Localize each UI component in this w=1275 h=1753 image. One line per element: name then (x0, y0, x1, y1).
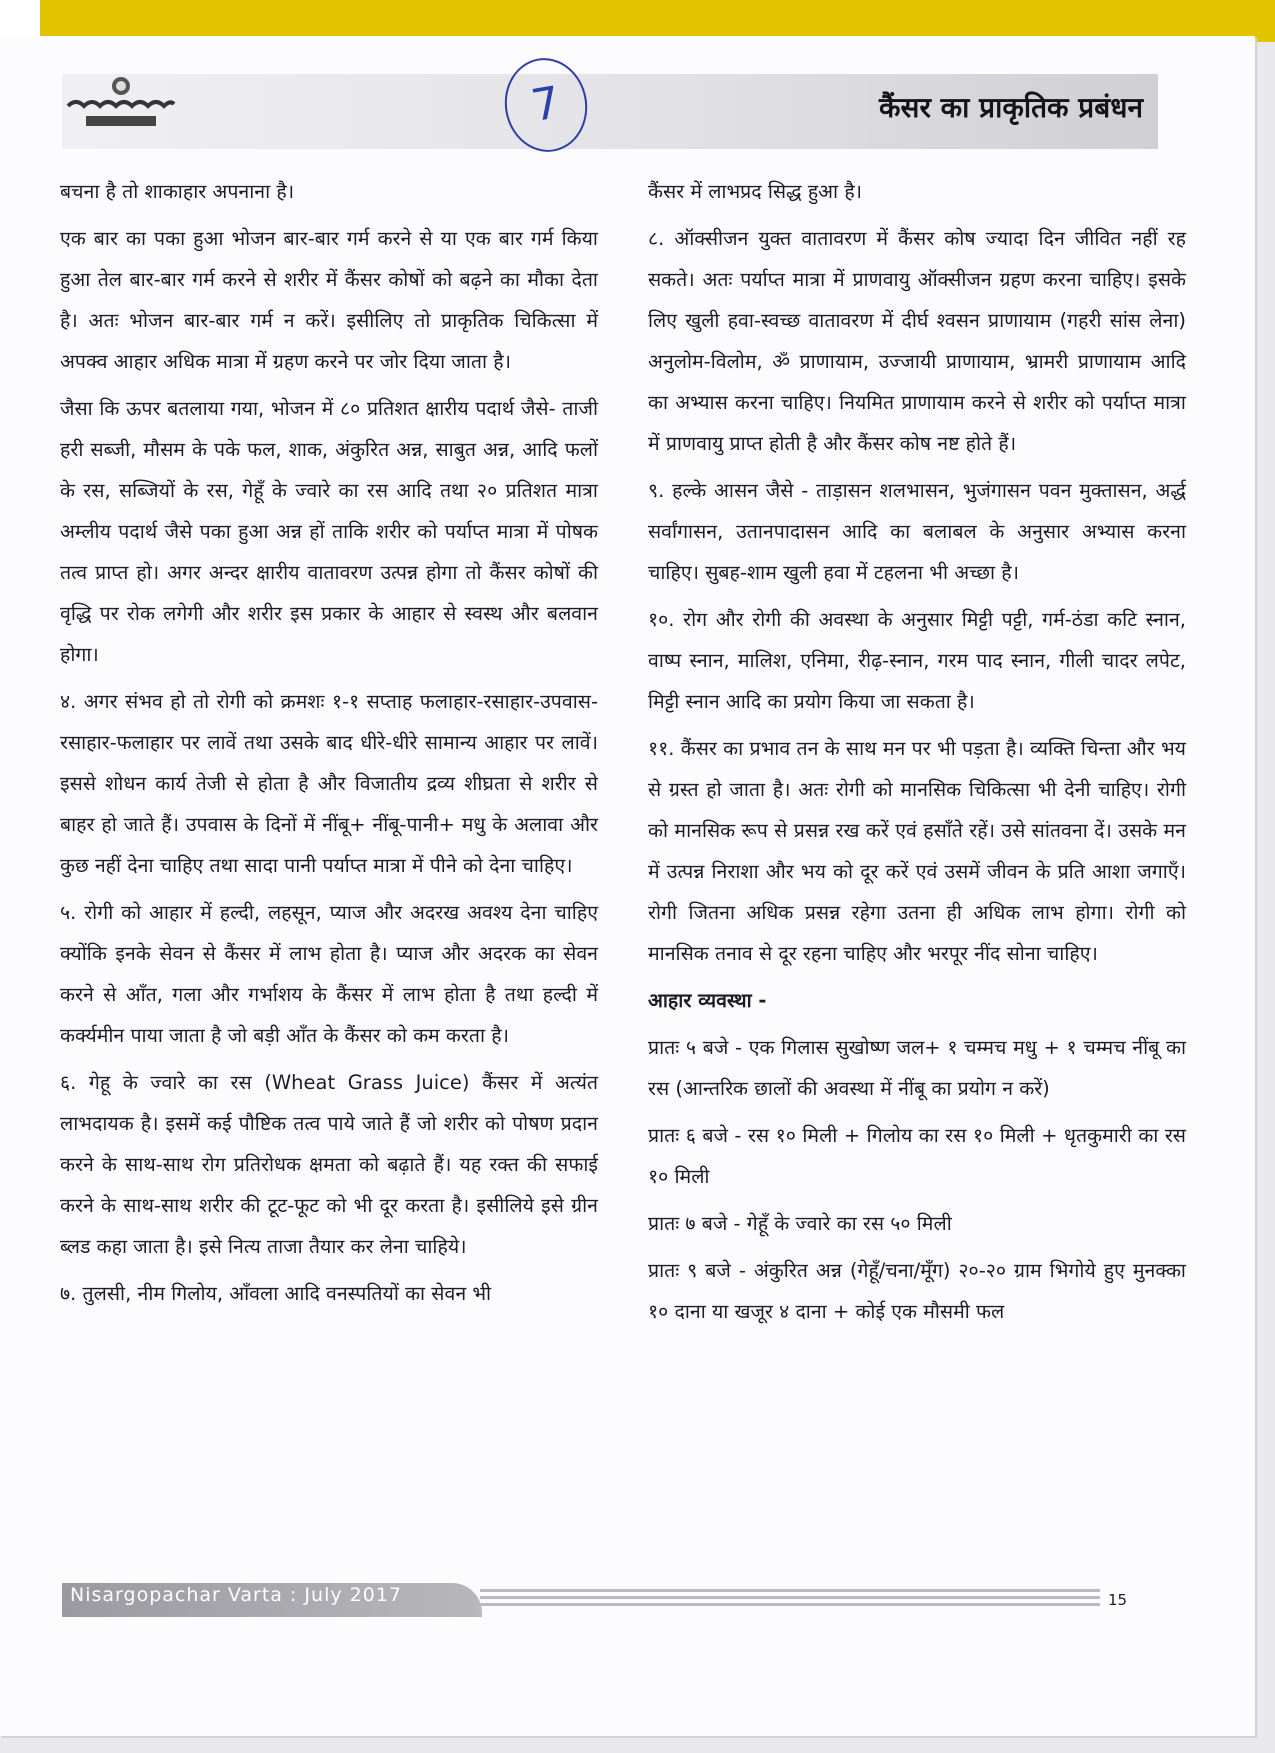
paragraph: ६. गेहू के ज्वारे का रस (Wheat Grass Juice) कैंसर में अत्यंत लाभदायक है। इसमें कई पौष्टिक तत्व पाये जाते हैं जो शरीर को पोषण प्रदान करने के साथ-साथ रोग प्रतिरोधक क्षमता को बढ़ाते हैं। यह रक्त की सफाई करने के साथ-साथ शरीर की टूट-फूट को भी दूर करता है। इसीलिये इसे ग्रीन ब्लड कहा जाता है। इसे नित्य ताजा तैयार कर लेना चाहिये। (60, 1071, 598, 1258)
diet-schedule-item: प्रातः ७ बजे - गेहूँ के ज्वारे का रस ५० मिली (648, 1212, 952, 1235)
paragraph: ८. ऑक्सीजन युक्त वातावरण में कैंसर कोष ज्यादा दिन जीवित नहीं रह सकते। अतः पर्याप्त मात्रा में प्राणवायु ऑक्सीजन ग्रहण करना चाहिए। इसके लिए खुली हवा-स्वच्छ वातावरण में दीर्घ श्वसन प्राणायाम (गहरी सांस लेना) अनुलोम-विलोम, ॐ प्राणायाम, उज्जायी प्राणायाम, भ्रामरी प्राणायाम आदि का अभ्यास करना चाहिए। नियमित प्राणायाम करने से शरीर को पर्याप्त मात्रा में प्राणवायु प्राप्त होती है और कैंसर कोष नष्ट होते हैं। (648, 227, 1186, 455)
paragraph: ९. हल्के आसन जैसे - ताड़ासन शलभासन, भुजंगासन पवन मुक्तासन, अर्द्ध सर्वांगासन, उतानपादासन आदि का बलाबल के अनुसार अभ्यास करना चाहिए। सुबह-शाम खुली हवा में टहलना भी अच्छा है। (648, 479, 1186, 584)
footer-rule-lines (480, 1589, 1100, 1611)
paragraph: १०. रोग और रोगी की अवस्था के अनुसार मिट्टी पट्टी, गर्म-ठंडा कटि स्नान, वाष्प स्नान, मालिश, एनिमा, रीढ़-स्नान, गरम पाद स्नान, गीली चादर लपेट, मिट्टी स्नान आदि का प्रयोग किया जा सकता है। (648, 608, 1186, 713)
section-heading: आहार व्यवस्था - (648, 989, 767, 1012)
paragraph: ५. रोगी को आहार में हल्दी, लहसून, प्याज और अदरख अवश्य देना चाहिए क्योंकि इनके सेवन से कैंसर में लाभ होता है। प्याज और अदरक का सेवन करने से आँत, गला और गर्भाशय के कैंसर में लाभ होता है तथा हल्दी में कर्क्यमीन पाया जाता है जो बड़ी आँत के कैंसर को कम करता है। (60, 901, 598, 1047)
page-title: कैंसर का प्राकृतिक प्रबंधन (879, 91, 1143, 124)
paragraph: जैसा कि ऊपर बतलाया गया, भोजन में ८० प्रतिशत क्षारीय पदार्थ जैसे- ताजी हरी सब्जी, मौसम के पके फल, शाक, अंकुरित अन्न, साबुत अन्न, आदि फलों के रस, सब्जियों के रस, गेहूँ के ज्वारे का रस आदि तथा २० प्रतिशत मात्रा अम्लीय पदार्थ जैसे पका हुआ अन्न हों ताकि शरीर को पर्याप्त मात्रा में पोषक तत्व प्राप्त हो। अगर अन्दर क्षारीय वातावरण उत्पन्न होगा तो कैंसर कोषों की वृद्धि पर रोक लगेगी और शरीर इस प्रकार के आहार से स्वस्थ और बलवान होगा। (60, 397, 598, 666)
handwritten-page-mark: 7 (497, 52, 594, 159)
paragraph: ४. अगर संभव हो तो रोगी को क्रमशः १-१ सप्ताह फलाहार-रसाहार-उपवास-रसाहार-फलाहार पर लावें तथा उसके बाद धीरे-धीरे सामान्य आहार पर लावें। इससे शोधन कार्य तेजी से होता है और विजातीय द्रव्य शीघ्रता से शरीर से बाहर हो जाते हैं। उपवास के दिनों में नींबू+ नींबू-पानी+ मधु के अलावा और कुछ नहीं देना चाहिए तथा सादा पानी पर्याप्त मात्रा में पीने को देना चाहिए। (60, 690, 598, 877)
diet-schedule-item: प्रातः ६ बजे - रस १० मिली + गिलोय का रस १० मिली + धृतकुमारी का रस १० मिली (648, 1124, 1186, 1188)
sun-waves-logo-icon (66, 74, 176, 134)
paragraph: बचना है तो शाकाहार अपनाना है। (60, 180, 295, 203)
page-number: 15 (1108, 1591, 1128, 1609)
paragraph: ७. तुलसी, नीम गिलोय, आँवला आदि वनस्पतियों का सेवन भी (60, 1282, 492, 1305)
paragraph: ११. कैंसर का प्रभाव तन के साथ मन पर भी पड़ता है। व्यक्ति चिन्ता और भय से ग्रस्त हो जाता है। अतः रोगी को मानसिक चिकित्सा भी देनी चाहिए। रोगी को मानसिक रूप से प्रसन्न रख करें एवं हसाँते रहें। उसे सांतवना दें। उसके मन में उत्पन्न निराशा और भय को दूर करें एवं उसमें जीवन के प्रति आशा जगाएँ। रोगी जितना अधिक प्रसन्न रहेगा उतना ही अधिक लाभ होगा। रोगी को मानसिक तनाव से दूर रहना चाहिए और भरपूर नींद सोना चाहिए। (648, 737, 1186, 965)
paragraph: कैंसर में लाभप्रद सिद्ध हुआ है। (648, 180, 863, 203)
diet-schedule-item: प्रातः ९ बजे - अंकुरित अन्न (गेहूँ/चना/मूँग) २०-२० ग्राम भिगोये हुए मुनक्का १० दाना या खजूर ४ दाना + कोई एक मौसमी फल (648, 1259, 1186, 1323)
right-column (648, 171, 1186, 1338)
publication-footer: Nisargopachar Varta : July 2017 (70, 1584, 402, 1606)
diet-schedule-item: प्रातः ५ बजे - एक गिलास सुखोष्ण जल+ १ चम्मच मधु + १ चम्मच नींबू का रस (आन्तरिक छालों की अवस्था में नींबू का प्रयोग न करें) (648, 1036, 1186, 1100)
page-sheet (0, 36, 1255, 1736)
left-column (60, 171, 598, 1320)
paragraph: एक बार का पका हुआ भोजन बार-बार गर्म करने से या एक बार गर्म किया हुआ तेल बार-बार गर्म करने से शरीर में कैंसर कोषों को बढ़ने का मौका देता है। अतः भोजन बार-बार गर्म न करें। इसीलिए तो प्राकृतिक चिकित्सा में अपक्व आहार अधिक मात्रा में ग्रहण करने पर जोर दिया जाता है। (60, 227, 598, 373)
